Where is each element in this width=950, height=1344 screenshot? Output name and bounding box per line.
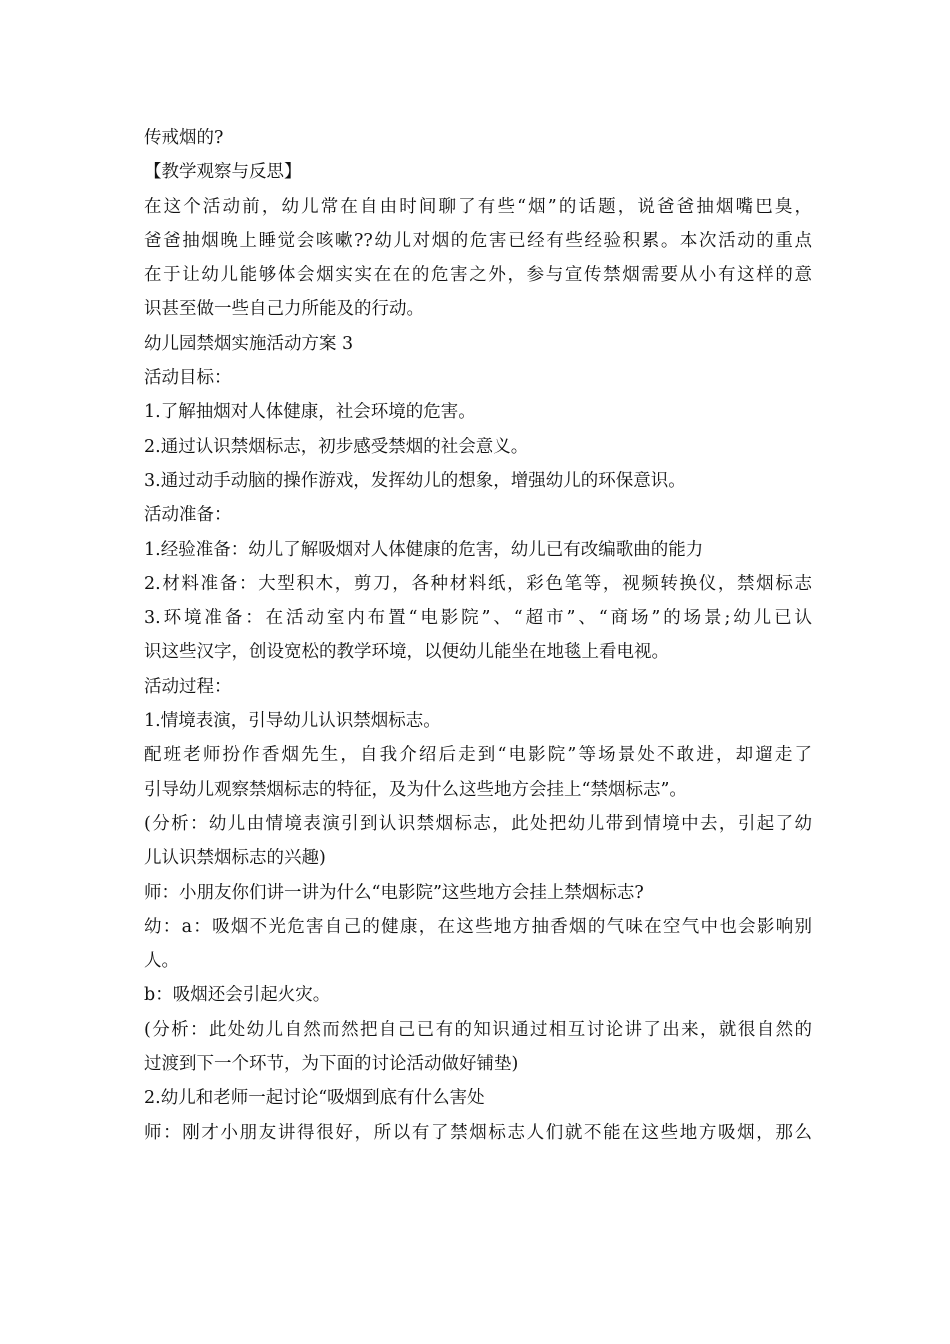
list-item: 3.环境准备：在活动室内布置“电影院”、“超市”、“商场”的场景;幼儿已认 xyxy=(144,608,812,629)
text-line: 配班老师扮作香烟先生，自我介绍后走到“电影院”等场景处不敢进，却遛走了 xyxy=(144,745,812,766)
text-line: 传戒烟的? xyxy=(144,128,224,148)
list-item: 1.了解抽烟对人体健康，社会环境的危害。 xyxy=(144,402,476,423)
subheading: 活动过程： xyxy=(144,676,232,697)
text-line: 幼：a：吸烟不光危害自己的健康，在这些地方抽香烟的气味在空气中也会影响别 xyxy=(144,916,812,937)
section-title: 幼儿园禁烟实施活动方案 3 xyxy=(144,333,354,354)
text-line: 师：小朋友你们讲一讲为什么“电影院”这些地方会挂上禁烟标志? xyxy=(144,882,644,903)
text-line: 过渡到下一个环节，为下面的讨论活动做好铺垫) xyxy=(144,1054,519,1075)
text-line: 在于让幼儿能够体会烟实实在在的危害之外，参与宣传禁烟需要从小有这样的意 xyxy=(144,265,812,286)
text-line: 在这个活动前，幼儿常在自由时间聊了有些“烟”的话题，说爸爸抽烟嘴巴臭， xyxy=(144,196,812,217)
text-line: 爸爸抽烟晚上睡觉会咳嗽??幼儿对烟的危害已经有些经验积累。本次活动的重点 xyxy=(144,230,812,251)
text-line: 人。 xyxy=(144,951,179,972)
text-line: 引导幼儿观察禁烟标志的特征，及为什么这些地方会挂上“禁烟标志”。 xyxy=(144,779,687,800)
text-line: 识这些汉字，创设宽松的教学环境，以便幼儿能坐在地毯上看电视。 xyxy=(144,642,669,663)
text-line: 师：刚才小朋友讲得很好，所以有了禁烟标志人们就不能在这些地方吸烟，那么 xyxy=(144,1122,812,1143)
list-item: 2.材料准备：大型积木，剪刀，各种材料纸，彩色笔等，视频转换仪，禁烟标志 xyxy=(144,573,812,594)
text-line: (分析：幼儿由情境表演引到认识禁烟标志，此处把幼儿带到情境中去，引起了幼 xyxy=(144,813,812,834)
list-item: 2.幼儿和老师一起讨论“吸烟到底有什么害处 xyxy=(144,1088,485,1109)
text-line: 儿认识禁烟标志的兴趣) xyxy=(144,848,326,869)
list-item: 3.通过动手动脑的操作游戏，发挥幼儿的想象，增强幼儿的环保意识。 xyxy=(144,470,686,491)
subheading: 活动目标： xyxy=(144,368,232,389)
subheading: 活动准备： xyxy=(144,505,232,526)
list-item: 1.情境表演，引导幼儿认识禁烟标志。 xyxy=(144,711,441,732)
document-body xyxy=(144,121,812,1150)
list-item: 2.通过认识禁烟标志，初步感受禁烟的社会意义。 xyxy=(144,436,529,457)
list-item: 1.经验准备：幼儿了解吸烟对人体健康的危害，幼儿已有改编歌曲的能力 xyxy=(144,539,704,560)
text-line: (分析：此处幼儿自然而然把自己已有的知识通过相互讨论讲了出来，就很自然的 xyxy=(144,1019,812,1040)
section-heading: 【教学观察与反思】 xyxy=(144,162,302,183)
text-line: 识甚至做一些自己力所能及的行动。 xyxy=(144,299,424,320)
text-line: b：吸烟还会引起火灾。 xyxy=(144,985,331,1006)
